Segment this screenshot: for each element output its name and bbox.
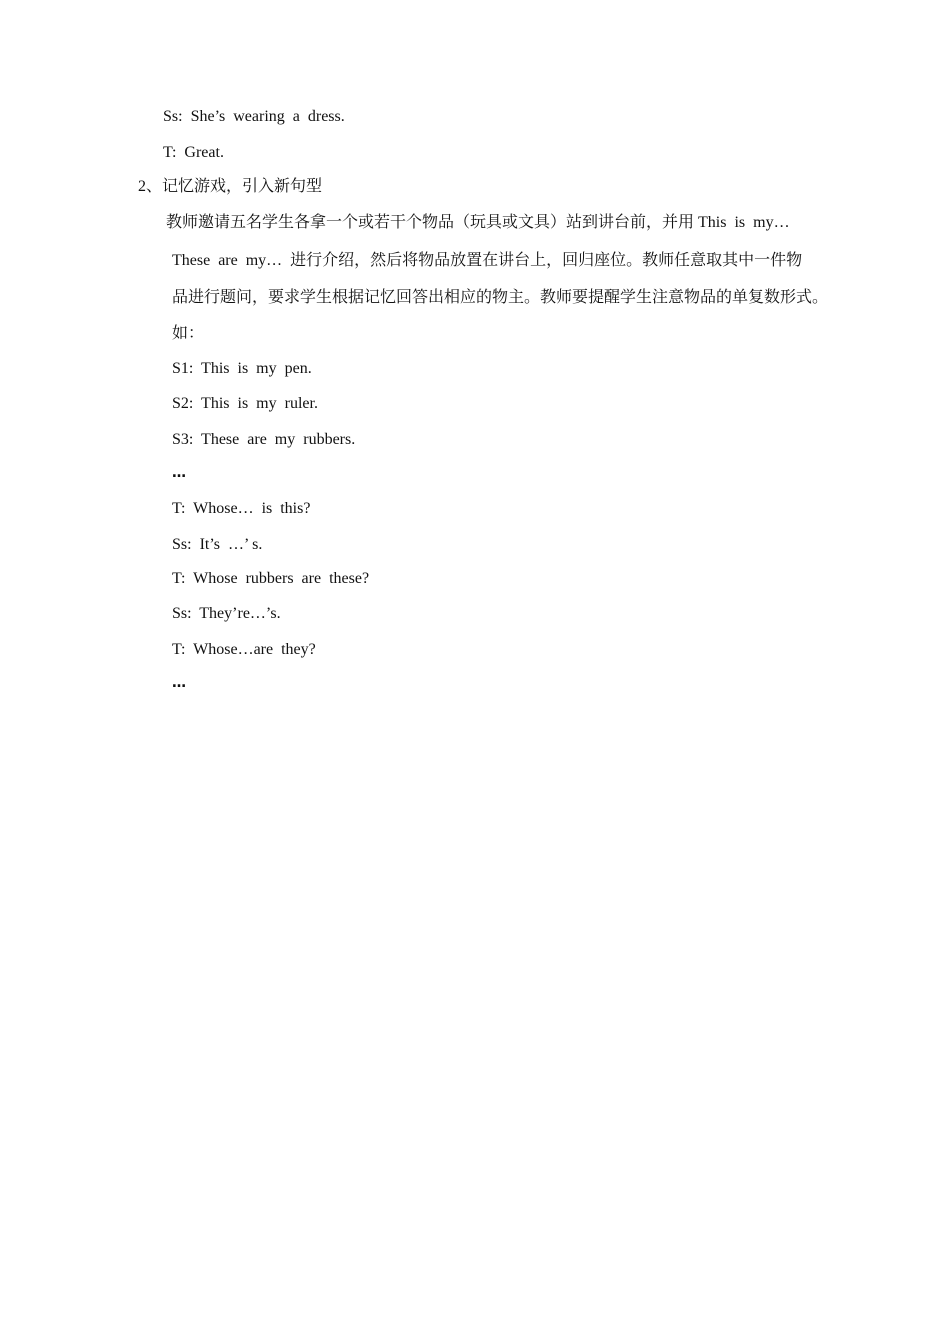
dialogue-line: S2: This is my ruler. xyxy=(172,395,318,412)
dialogue-line: Ss: It’s …’ s. xyxy=(172,536,263,553)
paragraph-line: These are my… 进行介绍，然后将物品放置在讲台上，回归座位。教师任意取其中一件物 xyxy=(172,252,803,269)
paragraph-line: 如： xyxy=(172,325,205,342)
ellipsis-line: … xyxy=(172,675,186,691)
dialogue-line: S1: This is my pen. xyxy=(172,360,312,377)
dialogue-line: S3: These are my rubbers. xyxy=(172,431,356,448)
dialogue-line: Ss: They’re…’s. xyxy=(172,605,281,622)
dialogue-line: T: Whose… is this? xyxy=(172,500,311,517)
dialogue-line: T: Great. xyxy=(163,144,224,161)
paragraph-line: 品进行题问，要求学生根据记忆回答出相应的物主。教师要提醒学生注意物品的单复数形式。 xyxy=(172,289,829,306)
dialogue-line: Ss: She’s wearing a dress. xyxy=(163,108,345,125)
dialogue-line: T: Whose rubbers are these? xyxy=(172,570,370,587)
dialogue-line: T: Whose…are they? xyxy=(172,641,316,658)
paragraph-line: 教师邀请五名学生各拿一个或若干个物品（玩具或文具）站到讲台前，并用 This is my… xyxy=(166,214,790,231)
section-heading: 2、记忆游戏，引入新句型 xyxy=(138,178,323,195)
ellipsis-line: … xyxy=(172,465,186,481)
